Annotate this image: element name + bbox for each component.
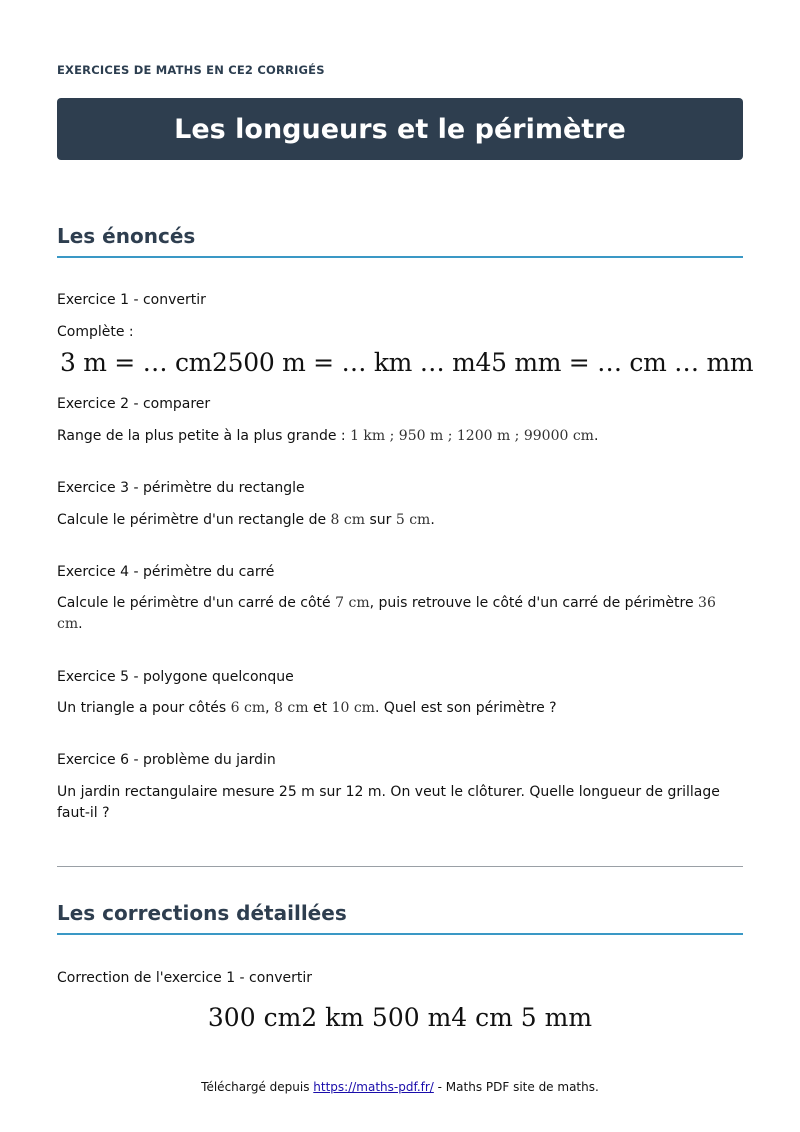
correction-1-title: Correction de l'exercice 1 - convertir [57,970,312,986]
exercise-5-title: Exercice 5 - polygone quelconque [57,669,294,685]
section-corrections-title: Les corrections détaillées [57,901,347,925]
exercise-5-statement-3: et [308,700,332,716]
footer [57,1080,743,1094]
section-enonces-header [57,224,743,258]
exercise-2-statement: Range de la plus petite à la plus grande : [57,428,351,444]
title-banner [57,98,743,160]
exercise-6-title: Exercice 6 - problème du jardin [57,752,276,768]
exercise-5-statement-4: . Quel est son périmètre ? [374,700,557,716]
footer-prefix: Téléchargé depuis [201,1080,314,1094]
exercise-3-statement-1: Calcule le périmètre d'un rectangle de [57,512,331,528]
exercise-4-math-1: 7 cm [335,595,370,611]
exercise-5-text [57,698,743,719]
exercise-5-math-3: 10 cm [331,700,375,716]
exercise-2-text [57,426,743,447]
exercise-4-statement-1: Calcule le périmètre d'un carré de côté [57,595,336,611]
top-label: EXERCICES DE MATHS EN CE2 CORRIGÉS [57,63,325,77]
exercise-4-text [57,593,743,635]
exercise-3-math-1: 8 cm [330,512,366,528]
section-enonces-title: Les énoncés [57,224,196,248]
exercise-1-math: 3 m = … cm2500 m = … km … m45 mm = … cm … mm [60,348,754,377]
correction-1-math: 300 cm2 km 500 m4 cm 5 mm [207,1003,593,1032]
page-title: Les longueurs et le périmètre [174,113,626,145]
exercise-2-end: . [593,428,599,444]
exercise-1-title: Exercice 1 - convertir [57,292,206,308]
exercise-5-math-2: 8 cm [274,700,309,716]
footer-link[interactable]: https://maths-pdf.fr/ [313,1080,434,1094]
exercise-1-prompt: Complète : [57,324,134,340]
exercise-3-statement-2: sur [365,512,396,528]
exercise-4-statement-2: , puis retrouve le côté d'un carré de périmètre [369,595,699,611]
exercise-2-math: 1 km ; 950 m ; 1200 m ; 99000 cm [350,428,594,444]
exercise-4-end: . [78,616,83,632]
exercise-5-math-1: 6 cm [230,700,266,716]
section-corrections-header [57,901,743,935]
section-divider [57,866,743,867]
exercise-4-math-2: 36 cm [57,595,716,632]
exercise-5-statement-2: , [265,700,275,716]
exercise-3-title: Exercice 3 - périmètre du rectangle [57,480,305,496]
exercise-6-text: Un jardin rectangulaire mesure 25 m sur 12 m. On veut le clôturer. Quelle longueur de grillage faut-il ? [57,784,720,821]
exercise-3-text [57,510,743,531]
exercise-4-title: Exercice 4 - périmètre du carré [57,564,275,580]
exercise-5-statement-1: Un triangle a pour côtés [57,700,231,716]
exercise-2-title: Exercice 2 - comparer [57,396,211,412]
exercise-3-math-2: 5 cm [395,512,431,528]
footer-suffix: - Maths PDF site de maths. [433,1080,599,1094]
exercise-3-end: . [430,512,435,528]
